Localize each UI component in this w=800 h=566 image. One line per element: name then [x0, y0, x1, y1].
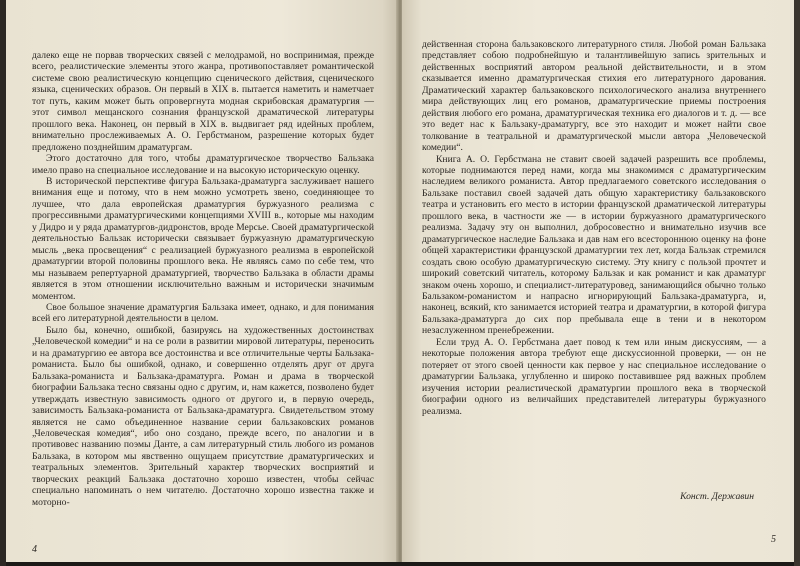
right-page-number: 5 — [771, 534, 776, 545]
left-paragraph-5: Было бы, конечно, ошибкой, базируясь на художественных достоинствах „Человеческой комедии“ и на се роли в развитии мировой литературы, переносить и на драматургию ее автора все достоинства и все отличительные черты Бальзака-романиста. Было бы ошибкой, однако, и совершенно отделять друг от друга Бальзака-романиста и Бальзака-драматурга. Роман и драма в творческой биографии Бальзака тесно связаны одно с другим, и, нам кажется, позволено будет утверждать известную зависимость одного от другого и, в первую очередь, зависимость Бальзака-романиста от Бальзака-драматурга. Свидетельством этому является не само объединенное название серии бальзаковских романов „Человеческая комедия“, ибо оно создано, прежде всего, по аналогии и в противовес названию поэмы Данте, а сам литературный стиль любого из романов Бальзака, в котором мы явственно ощущаем присутствие драматургических и театральных элементов. Зрительный характер творческих восприятий и творческих реакций Бальзака достаточно хорошо известен, чтобы сейчас специально напоминать о нем читателю. Достаточно хорошо известна также и моторно- — [32, 324, 374, 508]
right-page-text — [422, 39, 766, 417]
right-edge — [794, 0, 800, 566]
right-page — [402, 0, 794, 562]
left-paragraph-3: В исторической перспективе фигура Бальзака-драматурга заслуживает нашего внимания еще и потому, что в нем можно усмотреть звено, соединяющее то лучшее, что дала европейская драматургия буржуазного реализма с прогрессивными драматургическими концепциями XVIII в., которые мы находим у Дидро и у ряда драматургов-дидронстов, вроде Мерсье. Своей драматургической деятельностью Бальзак исторически связывает буржуазную драматургическую мысль „века просвещения“ с реализацией буржуазного реализма в европейской драматургии второй половины прошлого века. Не являясь само по себе тем, что мы называем репертуарной драматургией, творчество Бальзака в области драмы является в этом отношении исключительно важным и исторически значимым моментом. — [32, 175, 374, 302]
left-paragraph-1: далеко еще не порвав творческих связей с мелодрамой, но воспринимая, прежде всего, реалистические элементы этого жанра, противопоставляет романтической системе свою реалистическую концепцию сценического действия, сценического языка, сценических образов. Он первый в XIX в. пытается наметить и наметчает тот путь, каким может быть опровергнута модная скрибовская драматургия — этот символ мещанского сознания французской драматической литературы прошлого века. Наконец, он первый в XIX в. выдвигает ряд идейных проблем, внимательно прослеживаемых А. О. Гербстманом, разрешение которых будет предложено позднейшим драматургам. — [32, 50, 374, 153]
right-paragraph-3: Если труд А. О. Гербстмана дает повод к тем или иным дискуссиям, — а некоторые положения автора требуют еще дискуссионной проверки, — он не потеряет от этого своей ценности как первое у нас специальное исследование о драматургии Бальзака, углубленно и широко поставившее ряд важных проблем изучения истории реалистической драматургии прошлого века в творческой биографии одного из величайших представителей литературы буржуазного реализма. — [422, 336, 766, 417]
left-paragraph-2: Этого достаточно для того, чтобы драматургическое творчество Бальзака имело право на специальное исследование и на высокую историческую оценку. — [32, 153, 374, 176]
author-signature: Конст. Державин — [680, 491, 754, 502]
left-page-number: 4 — [32, 544, 37, 555]
left-page-text — [32, 50, 374, 508]
right-paragraph-1: действенная сторона бальзаковского литературного стиля. Любой роман Бальзака представляет собою подробнейшую и талантливейшую запись зрительных и действенных восприятий автором реальной действительности, и в этом сказывается именно драматургическая стихия его литературного дарования. Драматический характер бальзаковского психологического анализа внутреннего мира действующих лиц его романов, драматургические приемы построения действия любого его романа, драматургическая техника его диалогов и т. д. — все это ведет нас к Бальзаку-драматургу, все это находит и может найти свое толкование в театральной и драматургической мысли автора „Человеческой комедии“. — [422, 39, 766, 154]
left-paragraph-4: Свое большое значение драматургия Бальзака имеет, однако, и для понимания всей его литературной деятельности в целом. — [32, 301, 374, 325]
left-page — [6, 0, 398, 562]
right-paragraph-2: Книга А. О. Гербстмана не ставит своей задачей разрешить все проблемы, которые поднимаются перед нами, когда мы знакомимся с драматургическим наследием великого романиста. Автор предлагаемого советского исследования о Бальзаке поставил своей задачей дать общую характеристику бальзаковского театра и установить его место в истории французской драматической литературы прошлого века, в частности же — в истории буржуазного драматургического реализма. Задачу эту он выполнил, добросовестно и внимательно изучив все драматургическое наследие Бальзака и дав нам его всестороннюю оценку на фоне общей характеристики французской драматургии тех лет, когда Бальзак стремился создать свою особую драматургическую систему. Эту книгу с пользой прочтет и широкий советский читатель, которому Бальзак и как романист и как драматург знаком очень хорошо, и специалист-литературовед, занимающийся обычно только Бальзаком-романистом и напрасно игнорирующий Бальзака-драматурга, и, наконец, всякий, кто занимается историей театра и драматургии, в которой фигура Бальзака-драматурга до сих пор пребывала еще в тени и в некотором незаслуженном пренебрежении. — [422, 153, 766, 337]
